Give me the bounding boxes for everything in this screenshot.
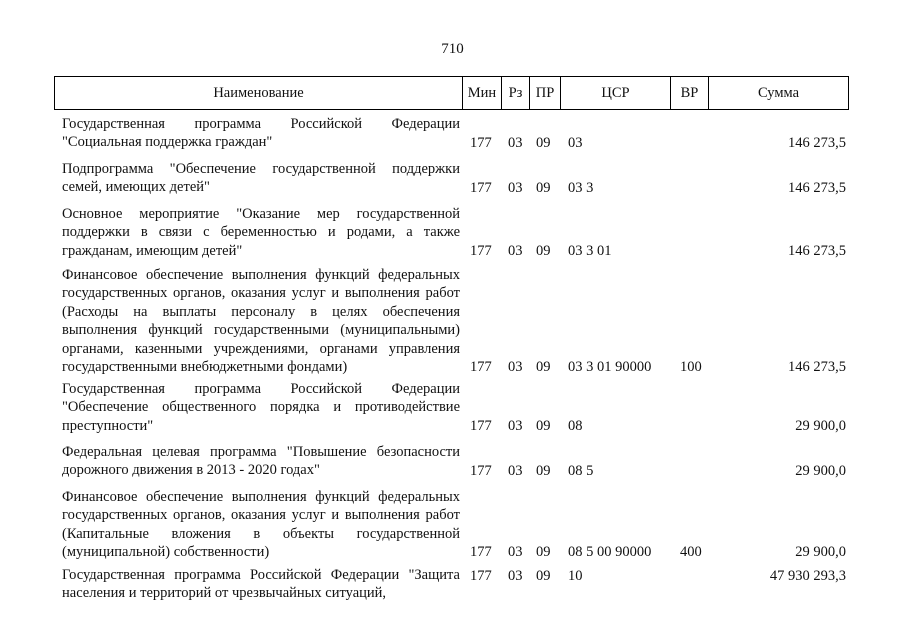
row-rz: 03 bbox=[508, 462, 523, 479]
row-name: Федеральная целевая программа "Повышение безопасности дорожного движения в 2013 - 2020 годах" bbox=[62, 444, 460, 479]
row-sum: 29 900,0 bbox=[795, 417, 846, 434]
row-rz: 03 bbox=[508, 543, 523, 560]
header-name: Наименование bbox=[213, 85, 304, 101]
table-row bbox=[62, 115, 852, 152]
row-vr: 400 bbox=[680, 543, 702, 560]
row-min: 177 bbox=[470, 417, 492, 434]
row-min: 177 bbox=[470, 358, 492, 375]
row-min: 177 bbox=[470, 179, 492, 196]
row-min: 177 bbox=[470, 543, 492, 560]
row-name: Основное мероприятие "Оказание мер государственной поддержки в связи с беременностью и родами, а также гражданам, имеющим детей" bbox=[62, 206, 460, 259]
row-min: 177 bbox=[470, 242, 492, 259]
row-pr: 09 bbox=[536, 417, 551, 434]
row-pr: 09 bbox=[536, 358, 551, 375]
row-sum: 146 273,5 bbox=[788, 242, 846, 259]
row-csr: 03 3 bbox=[568, 179, 594, 196]
row-pr: 09 bbox=[536, 179, 551, 196]
page-number: 710 bbox=[441, 41, 464, 57]
row-rz: 03 bbox=[508, 358, 523, 375]
table-row bbox=[62, 205, 852, 260]
table-row bbox=[62, 443, 852, 480]
table-row bbox=[62, 266, 852, 376]
row-csr: 08 5 00 90000 bbox=[568, 543, 652, 560]
row-sum: 146 273,5 bbox=[788, 134, 846, 151]
table-header bbox=[54, 76, 849, 110]
row-csr: 03 bbox=[568, 134, 583, 151]
header-csr: ЦСР bbox=[601, 85, 630, 101]
row-name: Подпрограмма "Обеспечение государственной поддержки семей, имеющих детей" bbox=[62, 161, 460, 196]
row-rz: 03 bbox=[508, 417, 523, 434]
header-vr: ВР bbox=[680, 85, 699, 101]
row-sum: 29 900,0 bbox=[795, 462, 846, 479]
row-pr: 09 bbox=[536, 543, 551, 560]
row-pr: 09 bbox=[536, 134, 551, 151]
row-pr: 09 bbox=[536, 242, 551, 259]
table-row bbox=[62, 566, 852, 603]
row-name: Государственная программа Российской Федерации "Обеспечение общественного порядка и противодействие преступности" bbox=[62, 381, 460, 434]
table-row bbox=[62, 380, 852, 435]
row-pr: 09 bbox=[536, 567, 551, 584]
row-name: Государственная программа Российской Федерации "Защита населения и территорий от чрезвычайных ситуаций, bbox=[62, 567, 460, 602]
row-name: Финансовое обеспечение выполнения функций федеральных государственных органов, оказания услуг и выполнения работ (Расходы на выплаты персоналу в целях обеспечения выполнения функций государственными (муниципальными) органами, казенными учреждениями, органами управления государственными внебюджетными фондами) bbox=[62, 267, 460, 376]
header-sum: Сумма bbox=[757, 85, 800, 101]
row-rz: 03 bbox=[508, 179, 523, 196]
header-rz: Рз bbox=[508, 85, 523, 101]
row-csr: 08 bbox=[568, 417, 583, 434]
table-row bbox=[62, 488, 852, 561]
row-sum: 29 900,0 bbox=[795, 543, 846, 560]
row-vr: 100 bbox=[680, 358, 702, 375]
row-pr: 09 bbox=[536, 462, 551, 479]
row-rz: 03 bbox=[508, 134, 523, 151]
row-csr: 03 3 01 bbox=[568, 242, 612, 259]
row-sum: 146 273,5 bbox=[788, 179, 846, 196]
row-csr: 10 bbox=[568, 567, 583, 584]
row-csr: 08 5 bbox=[568, 462, 594, 479]
table-row bbox=[62, 160, 852, 197]
header-pr: ПР bbox=[535, 85, 555, 101]
row-sum: 47 930 293,3 bbox=[769, 567, 846, 584]
row-name: Государственная программа Российской Федерации "Социальная поддержка граждан" bbox=[62, 116, 460, 151]
row-min: 177 bbox=[470, 462, 492, 479]
row-name: Финансовое обеспечение выполнения функций федеральных государственных органов, оказания услуг и выполнения работ (Капитальные вложения в объекты государственной (муниципальной) собственности) bbox=[62, 489, 460, 561]
header-min: Мин bbox=[467, 85, 497, 101]
row-rz: 03 bbox=[508, 242, 523, 259]
row-sum: 146 273,5 bbox=[788, 358, 846, 375]
row-min: 177 bbox=[470, 134, 492, 151]
row-rz: 03 bbox=[508, 567, 523, 584]
row-csr: 03 3 01 90000 bbox=[568, 358, 652, 375]
row-min: 177 bbox=[470, 567, 492, 584]
